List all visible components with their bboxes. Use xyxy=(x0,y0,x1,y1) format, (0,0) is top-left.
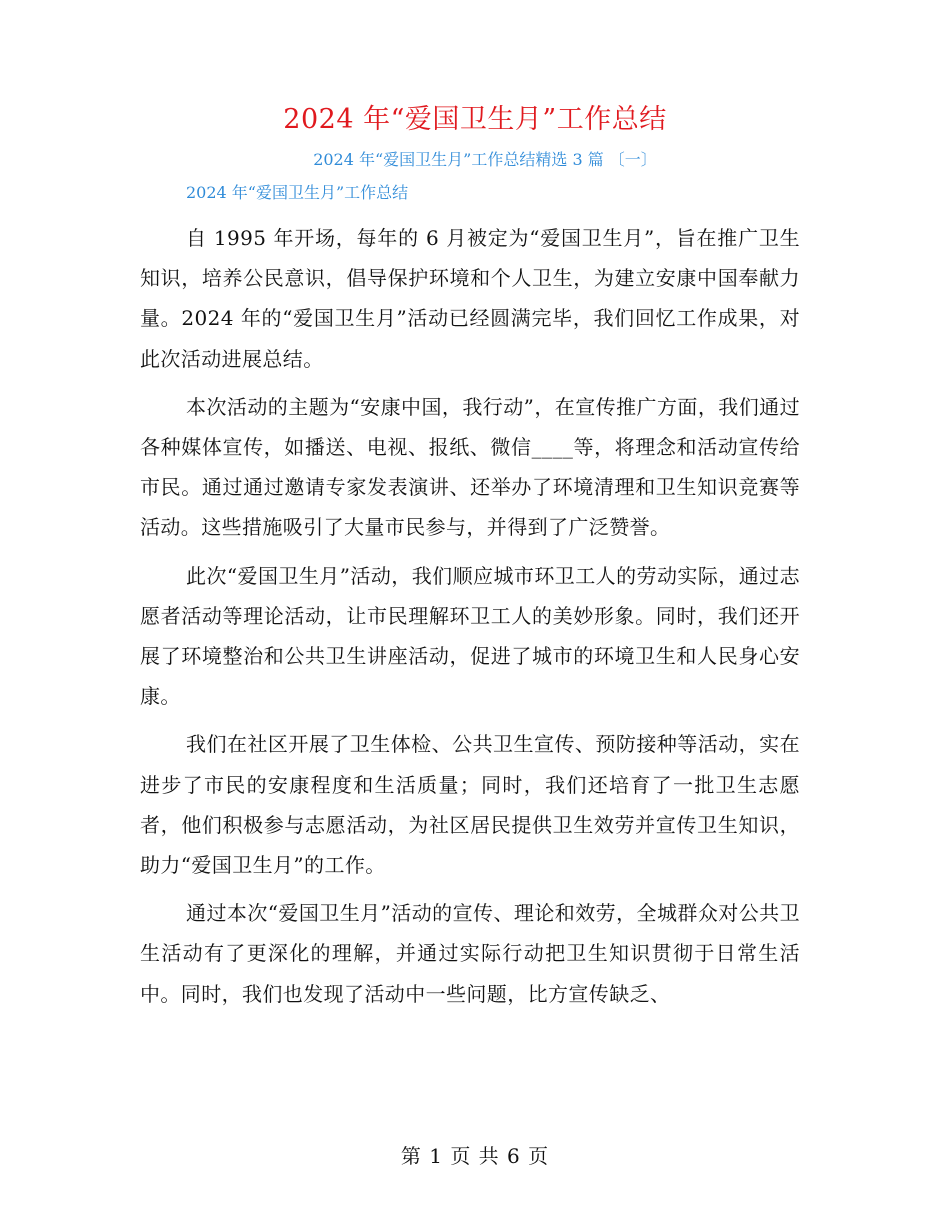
body-paragraph: 此次“爱国卫生月”活动，我们顺应城市环卫工人的劳动实际，通过志愿者活动等理论活动，让市民理解环卫工人的美妙形象。同时，我们还开展了环境整治和公共卫生讲座活动，促进了城市的环境卫生和人民身心安康。 xyxy=(140,563,800,709)
section-heading: 2024 年“爱国卫生月”工作总结 xyxy=(186,183,409,202)
body-paragraph: 通过本次“爱国卫生月”活动的宣传、理论和效劳，全城群众对公共卫生活动有了更深化的理解，并通过实际行动把卫生知识贯彻于日常生活中。同时，我们也发现了活动中一些问题，比方宣传缺乏、 xyxy=(140,901,800,1006)
body-paragraph: 本次活动的主题为“安康中国，我行动”，在宣传推广方面，我们通过各种媒体宣传，如播送、电视、报纸、微信____等，将理念和活动宣传给市民。通过通过邀请专家发表演讲、还举办了环境清理和卫生知识竞赛等活动。这些措施吸引了大量市民参与，并得到了广泛赞誉。 xyxy=(140,394,800,540)
page-number-footer: 第 1 页 共 6 页 xyxy=(400,1144,550,1168)
document-title: 2024 年“爱国卫生月”工作总结 xyxy=(283,104,667,135)
document-subtitle: 2024 年“爱国卫生月”工作总结精选 3 篇 〔一〕 xyxy=(313,150,657,169)
body-paragraph: 自 1995 年开场，每年的 6 月被定为“爱国卫生月”，旨在推广卫生知识，培养公民意识，倡导保护环境和个人卫生，为建立安康中国奉献力量。2024 年的“爱国卫生月”活动已经圆满完毕，我们回忆工作成果，对此次活动进展总结。 xyxy=(140,226,800,371)
document-body xyxy=(140,218,800,1022)
body-paragraph: 我们在社区开展了卫生体检、公共卫生宣传、预防接种等活动，实在进步了市民的安康程度和生活质量；同时，我们还培育了一批卫生志愿者，他们积极参与志愿活动，为社区居民提供卫生效劳并宣传卫生知识，助力“爱国卫生月”的工作。 xyxy=(140,732,800,878)
